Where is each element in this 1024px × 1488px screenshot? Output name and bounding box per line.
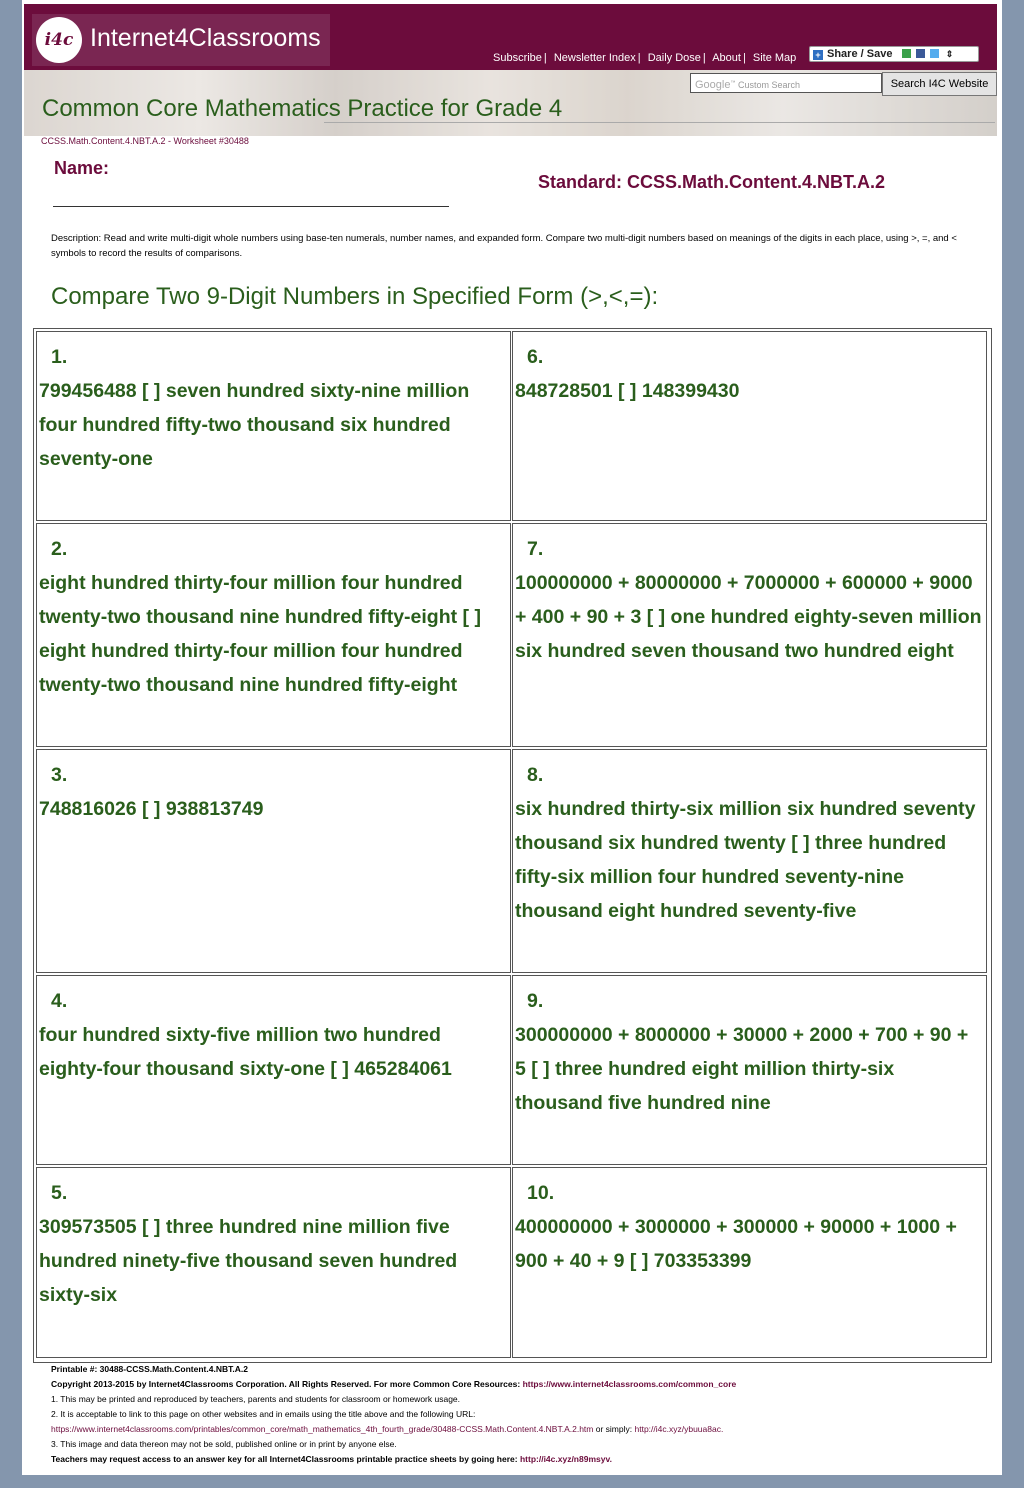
problem-number: 2. (51, 538, 68, 560)
problem-number: 1. (51, 346, 68, 368)
usage-note-2-urls (51, 1422, 991, 1437)
page-title: Common Core Mathematics Practice for Grade 4 (42, 95, 563, 122)
description: Description: Read and write multi-digit whole numbers using base-ten numerals, number names, and expanded form. Compare two multi-digit numbers based on meanings of the digits in each place, using >, =, and < symbols to record the results of comparisons. (51, 233, 957, 259)
printable-number: Printable #: 30488-CCSS.Math.Content.4.NBT.A.2 (51, 1364, 248, 1374)
problem-number: 7. (527, 538, 544, 560)
share-email-icon (902, 49, 911, 58)
problem-text: 799456488 [ ] seven hundred sixty-nine million four hundred fifty-two thousand six hundred seventy-one (39, 380, 470, 470)
logo-text: Internet4Classrooms (90, 24, 321, 52)
nav-link-newsletter-index[interactable]: Newsletter Index (553, 52, 636, 64)
usage-note-2: 2. It is acceptable to link to this page on other websites and in emails using the title above and the following URL: (51, 1409, 476, 1419)
search-button[interactable]: Search I4C Website (882, 72, 997, 96)
google-logo: Google (695, 79, 731, 91)
problem-text: 748816026 [ ] 938813749 (39, 798, 264, 820)
site-header (24, 4, 997, 136)
nav-link-daily-dose[interactable]: Daily Dose (647, 52, 701, 64)
problem-number: 9. (527, 990, 544, 1012)
problem-grid (33, 328, 992, 1363)
problem-number: 5. (51, 1182, 68, 1204)
site-logo[interactable] (32, 14, 330, 66)
problem-number: 10. (527, 1182, 555, 1204)
search-placeholder: Custom Search (738, 80, 801, 90)
share-save-button[interactable] (809, 46, 979, 62)
problem-text: 309573505 [ ] three hundred nine million five hundred ninety-five thousand seven hundred sixty-six (39, 1216, 458, 1306)
footer (51, 1362, 991, 1467)
problem-text: eight hundred thirty-four million four hundred twenty-two thousand nine hundred fifty-eight [ ] eight hundred thirty-four million four hundred twenty-two thousand nine hundred fifty-eight (39, 572, 481, 696)
problem-number: 8. (527, 764, 544, 786)
search-input[interactable]: Google™ Custom Search (690, 73, 882, 93)
top-nav: Subscribe | Newsletter Index | Daily Dose | About | Site Map (493, 52, 797, 64)
worksheet-url-link[interactable]: https://www.internet4classrooms.com/printables/common_core/math_mathematics_4th_fourth_grade/30488-CCSS.Math.Content.4.NBT.A.2.htm (51, 1424, 594, 1434)
problem-cell-8 (512, 749, 987, 973)
problem-cell-4 (36, 975, 511, 1165)
nav-link-site-map[interactable]: Site Map (752, 52, 797, 64)
facebook-icon (916, 49, 925, 58)
problem-cell-2 (36, 523, 511, 747)
problem-cell-9 (512, 975, 987, 1165)
problem-text: 400000000 + 3000000 + 300000 + 90000 + 1000 + 900 + 40 + 9 [ ] 703353399 (515, 1216, 957, 1272)
problem-text: four hundred sixty-five million two hundred eighty-four thousand sixty-one [ ] 465284061 (39, 1024, 452, 1080)
standard-label: Standard: CCSS.Math.Content.4.NBT.A.2 (538, 172, 886, 192)
problem-number: 3. (51, 764, 68, 786)
page (22, 0, 1002, 1475)
nav-link-subscribe[interactable]: Subscribe (493, 52, 542, 64)
share-dropdown-icon: ⇕ (945, 49, 954, 59)
problem-cell-7 (512, 523, 987, 747)
problem-text: 300000000 + 8000000 + 30000 + 2000 + 700 + 90 + 5 [ ] three hundred eight million thirty-six thousand five hundred nine (515, 1024, 969, 1114)
problem-cell-1 (36, 331, 511, 521)
short-url-link[interactable]: http://i4c.xyz/ybuua8ac. (634, 1424, 724, 1434)
common-core-link[interactable]: https://www.internet4classrooms.com/common_core (522, 1379, 737, 1389)
usage-note-1: 1. This may be printed and reproduced by teachers, parents and students for classroom or homework usage. (51, 1394, 461, 1404)
logo-mark: i4c (36, 17, 82, 63)
answer-key-text: Teachers may request access to an answer key for all Internet4Classrooms printable practice sheets by going here: (51, 1454, 518, 1464)
problem-text: six hundred thirty-six million six hundred seventy thousand six hundred twenty [ ] three hundred fifty-six million four hundred seventy-nine thousand eight hundred seventy-five (515, 798, 976, 922)
problem-text: 848728501 [ ] 148399430 (515, 380, 740, 402)
name-blank-line (53, 206, 449, 207)
problem-cell-5 (36, 1167, 511, 1358)
problem-cell-3 (36, 749, 511, 973)
problem-cell-6 (512, 331, 987, 521)
usage-note-3: 3. This image and data thereon may not be sold, published online or in print by anyone else. (51, 1439, 397, 1449)
problem-cell-10 (512, 1167, 987, 1358)
problem-number: 4. (51, 990, 68, 1012)
top-bar (24, 4, 997, 70)
answer-key-link[interactable]: http://i4c.xyz/n89msyv. (519, 1454, 612, 1464)
copyright-text: Copyright 2013-2015 by Internet4Classrooms Corporation. All Rights Reserved. For more Common Core Resources: (51, 1379, 521, 1389)
or-simply-text: or simply: (595, 1424, 633, 1434)
copyright-line (51, 1377, 991, 1392)
worksheet-reference: CCSS.Math.Content.4.NBT.A.2 - Worksheet #30488 (41, 136, 249, 146)
problem-text: 100000000 + 80000000 + 7000000 + 600000 + 9000 + 400 + 90 + 3 [ ] one hundred eighty-seven million six hundred seven thousand two hundred eight (515, 572, 982, 662)
name-label: Name: (54, 158, 110, 178)
nav-link-about[interactable]: About (712, 52, 741, 64)
instruction-heading: Compare Two 9-Digit Numbers in Specified Form (>,<,=): (51, 283, 659, 310)
share-plus-icon: + (813, 50, 823, 60)
twitter-icon (930, 49, 939, 58)
answer-key-line (51, 1452, 991, 1467)
share-label: Share / Save (827, 48, 893, 60)
problem-number: 6. (527, 346, 544, 368)
title-divider (324, 122, 995, 123)
